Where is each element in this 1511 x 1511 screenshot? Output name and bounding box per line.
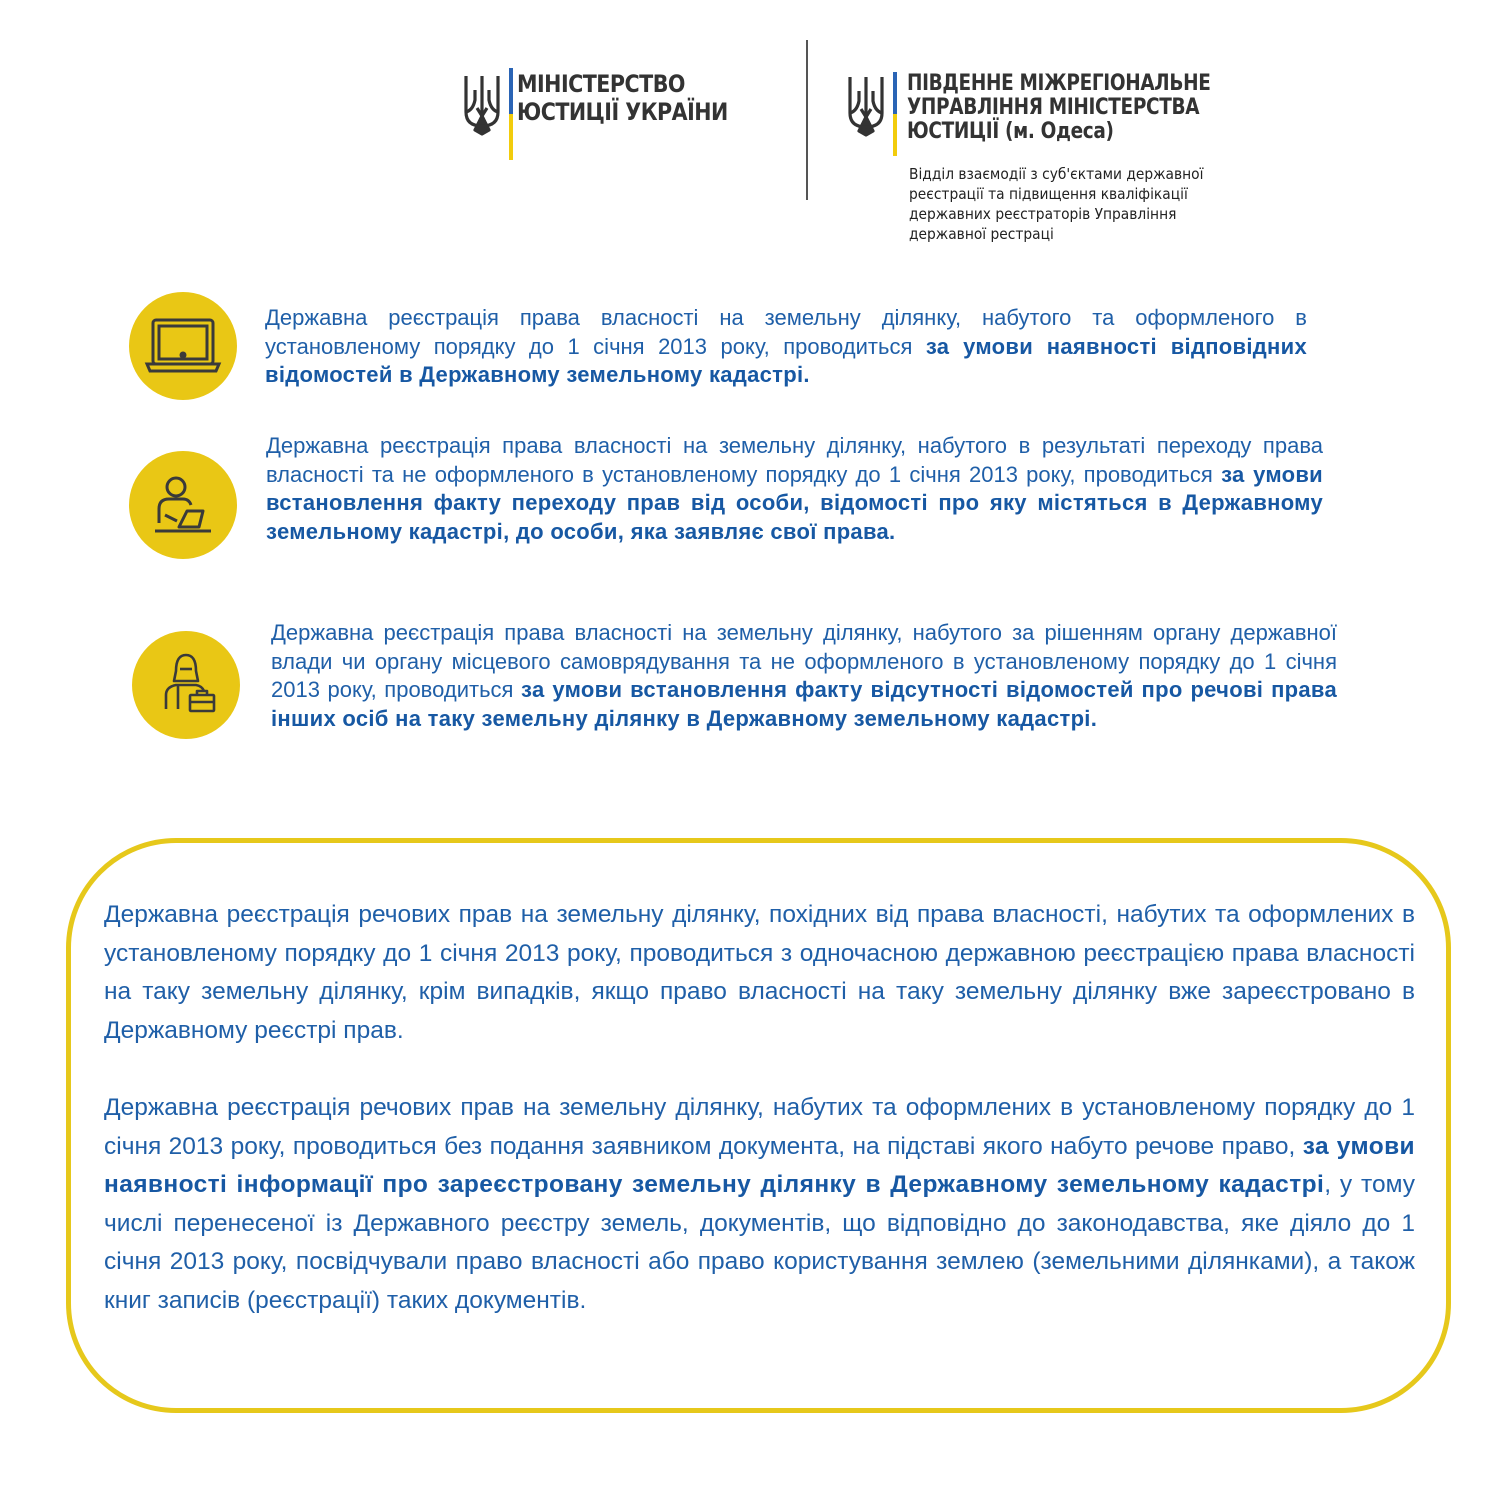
flag-bar (509, 68, 513, 160)
trident-icon (461, 72, 503, 136)
header-divider (806, 40, 808, 200)
person-at-laptop-icon (129, 451, 237, 559)
department-subtitle: Відділ взаємодії з суб'єктами державної реєстрації та підвищення кваліфікації державних реєстраторів Управління державної рестраці (909, 165, 1204, 243)
box-paragraph-2: Державна реєстрація речових прав на земельну ділянку, набутих та оформлених в установленому порядку до 1 січня 2013 року, проводиться без подання заявником документа, на підставі якого набуто речове право, за умови наявності інформації про зареєстровану земельну ділянку в Державному земельному кадастрі, у тому числі перенесеної із Державного реєстру земель, документів, що відповідно до законодавства, яке діяло до 1 січня 2013 року, посвідчували право власності або право користування землею (земельними ділянками), а також книг записів (реєстрації) таких документів. (104, 1094, 1415, 1314)
department-name: ПІВДЕННЕ МІЖРЕГІОНАЛЬНЕ УПРАВЛІННЯ МІНІСТЕРСТВА ЮСТИЦІЇ (м. Одеса) (907, 71, 1211, 144)
laptop-icon (129, 292, 237, 400)
info-item-3: Державна реєстрація права власності на земельну ділянку, набутого за рішенням органу державної влади чи органу місцевого самоврядування та не оформленого в установленому порядку до 1 січня 2013 року, проводиться за умови встановлення факту відсутності відомостей про речові права інших осіб на таку земельну ділянку в Державному земельному кадастрі. (271, 620, 1337, 731)
flag-bar (893, 72, 897, 156)
info-item-2: Державна реєстрація права власності на земельну ділянку, набутого в результаті переходу права власності та не оформленого в установленому порядку до 1 січня 2013 року, проводиться за умови встановлення факту переходу прав від особи, відомості про яку містяться в Державному земельному кадастрі, до особи, яка заявляє свої права. (266, 433, 1323, 544)
info-item-1: Державна реєстрація права власності на земельну ділянку, набутого та оформленого в установленому порядку до 1 січня 2013 року, проводиться за умови наявності відповідних відомостей в Державному земельному кадастрі. (265, 305, 1307, 388)
ministry-name: МІНІСТЕРСТВО ЮСТИЦІЇ УКРАЇНИ (517, 70, 728, 126)
box-paragraph-1: Державна реєстрація речових прав на земельну ділянку, похідних від права власності, набутих та оформлених в установленому порядку до 1 січня 2013 року, проводиться з одночасною державною реєстрацією права власності на таку земельну ділянку, крім випадків, якщо право власності на таку земельну ділянку вже зареєстровано в Державному реєстрі прав. (104, 901, 1415, 1044)
woman-with-briefcase-icon (132, 631, 240, 739)
trident-icon (845, 73, 887, 137)
